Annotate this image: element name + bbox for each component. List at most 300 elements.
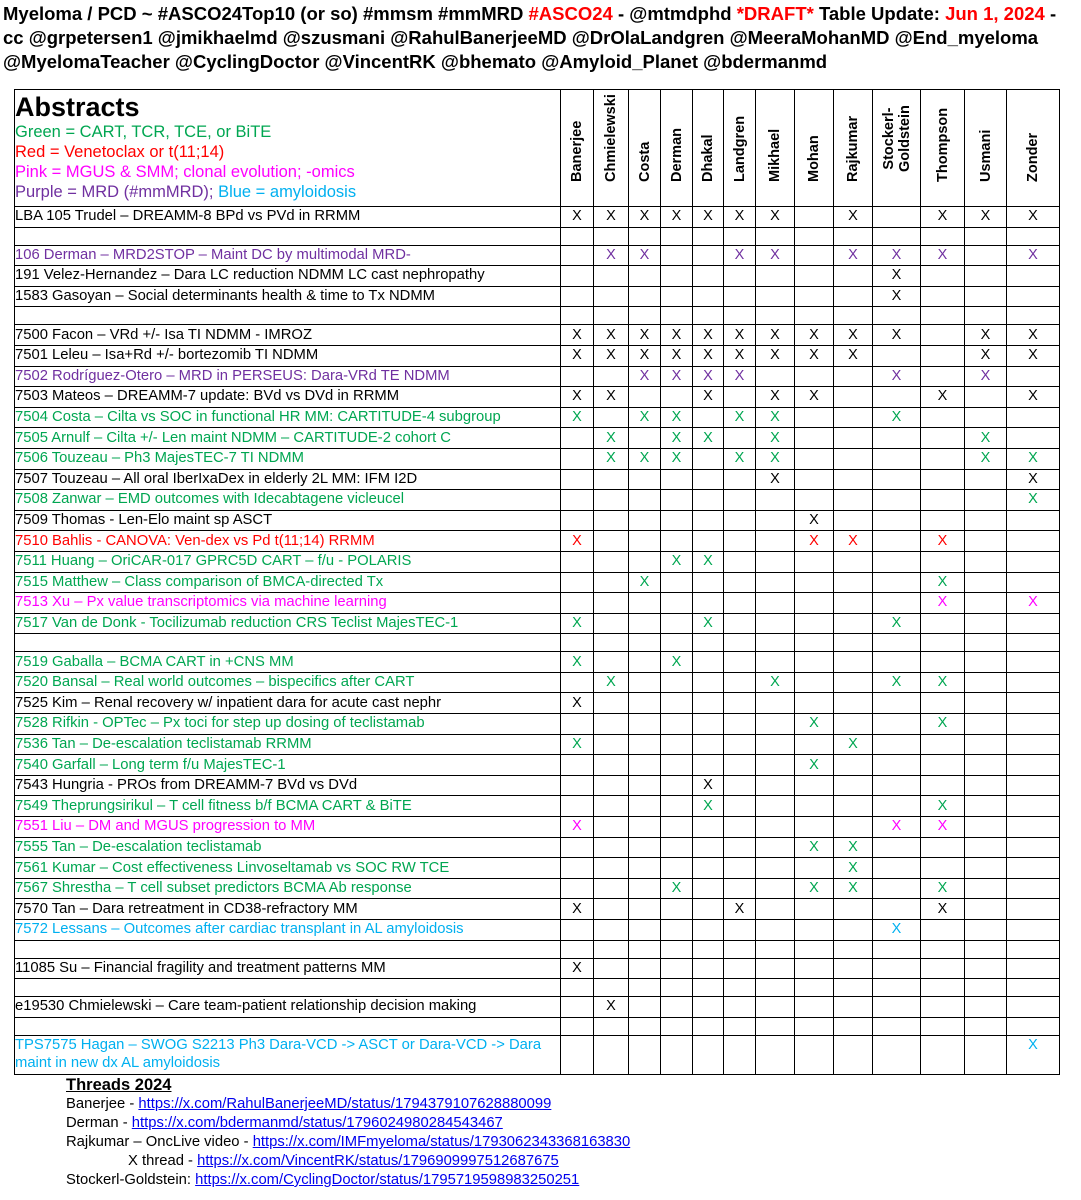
mark-mohan: X [795,755,834,776]
empty-cell [629,286,661,307]
empty-cell [693,448,724,469]
empty-cell [693,755,724,776]
column-header-usmani [965,90,1007,207]
empty-cell [965,817,1007,838]
empty-cell [629,307,661,325]
empty-cell [661,920,693,941]
empty-cell [661,227,693,245]
mark-zonder: X [1007,245,1060,266]
empty-cell [795,672,834,693]
empty-cell [629,796,661,817]
mark-rajkumar: X [834,837,873,858]
column-header-label: Chmielewski [603,94,619,182]
thread-link[interactable]: https://x.com/bdermanmd/status/1796024980284543467 [131,1115,503,1131]
empty-cell [921,307,965,325]
empty-cell [724,775,756,796]
empty-cell [795,899,834,920]
empty-cell [965,837,1007,858]
header-text-1: Myeloma / PCD ~ #ASCO24Top10 (or so) #mmsm #mmMRD [3,3,529,24]
empty-cell [629,510,661,531]
empty-cell [756,1017,795,1035]
mark-rajkumar: X [834,245,873,266]
column-header-label: Thompson [934,107,951,182]
mark-chmielewski: X [594,428,629,449]
empty-cell [873,714,921,735]
empty-cell [921,325,965,346]
abstract-title: 7517 Van de Donk - Tocilizumab reduction CRS Teclist MajesTEC-1 [15,613,561,634]
empty-cell [594,734,629,755]
empty-cell [873,572,921,593]
legend-text: Green = CART, TCR, TCE, or BiTE [15,123,272,141]
empty-cell [921,551,965,572]
empty-cell [693,1017,724,1035]
mark-banerjee: X [561,407,594,428]
empty-cell [629,775,661,796]
empty-cell [756,572,795,593]
empty-cell [873,755,921,776]
threads-title: Threads 2024 [66,1076,172,1094]
empty-cell [756,551,795,572]
empty-cell [873,448,921,469]
empty-cell [661,693,693,714]
empty-cell [834,920,873,941]
empty-cell [834,227,873,245]
table-row [15,958,1060,979]
mark-mikhael: X [756,345,795,366]
abstract-title: 7511 Huang – OriCAR-017 GPRC5D CART – f/u - POLARIS [15,551,561,572]
empty-cell [561,775,594,796]
empty-cell [693,997,724,1018]
mark-banerjee: X [561,693,594,714]
empty-cell [661,510,693,531]
empty-cell [921,613,965,634]
empty-cell [921,469,965,490]
column-header-rajkumar [834,90,873,207]
empty-cell [873,734,921,755]
empty-cell [629,469,661,490]
empty-cell [834,407,873,428]
empty-cell [1007,307,1060,325]
empty-cell [873,207,921,228]
abstract-title: LBA 105 Trudel – DREAMM-8 BPd vs PVd in RRMM [15,207,561,228]
empty-cell [965,979,1007,997]
empty-cell [756,714,795,735]
empty-cell [834,448,873,469]
empty-cell [661,817,693,838]
empty-cell [661,979,693,997]
empty-cell [921,1035,965,1074]
legend-item-blue: Blue = amyloidosis [218,183,357,201]
empty-cell [561,997,594,1018]
mark-rajkumar: X [834,345,873,366]
empty-cell [561,227,594,245]
empty-cell [693,734,724,755]
empty-cell [724,266,756,287]
empty-cell [795,979,834,997]
mark-usmani: X [965,207,1007,228]
table-row [15,817,1060,838]
empty-cell [594,366,629,387]
abstract-title: 7502 Rodríguez-Otero – MRD in PERSEUS: Dara-VRd TE NDMM [15,366,561,387]
empty-cell [661,755,693,776]
empty-cell [561,286,594,307]
empty-cell [834,469,873,490]
header-draft-label: *DRAFT* [736,3,814,24]
empty-cell [724,920,756,941]
empty-cell [1007,1017,1060,1035]
table-row [15,734,1060,755]
empty-cell [756,634,795,652]
empty-cell [561,858,594,879]
empty-cell [594,531,629,552]
mark-rajkumar: X [834,207,873,228]
mark-stockerl-goldstein: X [873,920,921,941]
mark-mohan: X [795,837,834,858]
mark-costa: X [629,207,661,228]
empty-cell [724,469,756,490]
empty-cell [1007,428,1060,449]
empty-cell [629,693,661,714]
empty-cell [1007,531,1060,552]
empty-cell [693,920,724,941]
mark-zonder: X [1007,345,1060,366]
thread-label: Rajkumar – OncLive video - [66,1134,253,1150]
empty-cell [724,572,756,593]
table-row [15,652,1060,673]
mark-usmani: X [965,325,1007,346]
abstract-title: 7509 Thomas - Len-Elo maint sp ASCT [15,510,561,531]
empty-cell [965,286,1007,307]
table-row [15,613,1060,634]
abstract-title: 7500 Facon – VRd +/- Isa TI NDMM - IMROZ [15,325,561,346]
empty-cell [693,266,724,287]
table-row [15,796,1060,817]
empty-cell [724,531,756,552]
empty-cell [756,878,795,899]
empty-cell [594,878,629,899]
mark-thompson: X [921,796,965,817]
mark-mohan: X [795,387,834,408]
abstract-title: 7519 Gaballa – BCMA CART in +CNS MM [15,652,561,673]
header-hashtag: #ASCO24 [528,3,613,24]
empty-cell [921,428,965,449]
column-header-banerjee [561,90,594,207]
empty-cell [834,551,873,572]
mark-banerjee: X [561,345,594,366]
empty-cell [1007,652,1060,673]
empty-cell [873,1017,921,1035]
empty-cell [629,920,661,941]
empty-cell [594,858,629,879]
mark-chmielewski: X [594,345,629,366]
empty-cell [873,796,921,817]
empty-cell [834,1035,873,1074]
column-header-mikhael [756,90,795,207]
abstract-title: 7525 Kim – Renal recovery w/ inpatient dara for acute cast nephr [15,693,561,714]
empty-cell [965,858,1007,879]
mark-dhakal: X [693,325,724,346]
empty-cell [693,510,724,531]
empty-cell [724,387,756,408]
empty-cell [629,997,661,1018]
empty-cell [1007,958,1060,979]
table-row [15,593,1060,614]
mark-usmani: X [965,366,1007,387]
empty-cell [15,307,561,325]
header-cc-list: - cc @grpetersen1 @jmikhaelmd @szusmani @RahulBanerjeeMD @DrOlaLandgren @MeeraMohanMD @End_myeloma @MyelomaTeacher @CyclingDoctor @VincentRK @bhemato @Amyloid_Planet @bdermanmd [3,3,1057,72]
legend-item-green [15,122,560,142]
empty-cell [629,817,661,838]
empty-cell [693,490,724,511]
legend-item-purple [15,182,560,202]
empty-cell [1007,714,1060,735]
empty-cell [795,593,834,614]
empty-cell [921,837,965,858]
empty-cell [724,817,756,838]
empty-cell [724,551,756,572]
empty-cell [1007,266,1060,287]
empty-cell [661,858,693,879]
thread-label: Banerjee - [66,1096,139,1112]
empty-cell [873,979,921,997]
column-header-label: Derman [668,128,685,182]
mark-mikhael: X [756,387,795,408]
mark-stockerl-goldstein: X [873,245,921,266]
mark-thompson: X [921,672,965,693]
mark-stockerl-goldstein: X [873,366,921,387]
empty-cell [873,307,921,325]
empty-cell [756,940,795,958]
empty-cell [1007,510,1060,531]
table-row [15,286,1060,307]
empty-cell [724,286,756,307]
empty-cell [795,266,834,287]
empty-cell [594,693,629,714]
empty-cell [834,940,873,958]
empty-cell [756,858,795,879]
mark-mikhael: X [756,469,795,490]
empty-cell [795,227,834,245]
empty-cell [561,428,594,449]
empty-cell [795,693,834,714]
empty-cell [1007,920,1060,941]
thread-link[interactable]: https://x.com/IMFmyeloma/status/1793062343368163830 [252,1134,631,1150]
page-header [3,2,1077,74]
empty-cell [629,613,661,634]
mark-landgren: X [724,207,756,228]
empty-cell [756,997,795,1018]
mark-rajkumar: X [834,858,873,879]
thread-label: X thread - [128,1153,198,1169]
thread-link[interactable]: https://x.com/CyclingDoctor/status/1795719598983250251 [195,1172,580,1188]
mark-costa: X [629,245,661,266]
empty-cell [965,490,1007,511]
table-row [15,572,1060,593]
empty-cell [795,1017,834,1035]
abstract-title: 7570 Tan – Dara retreatment in CD38-refractory MM [15,899,561,920]
empty-cell [1007,693,1060,714]
empty-cell [834,593,873,614]
empty-cell [965,672,1007,693]
spacer-row [15,227,1060,245]
column-header-label: Usmani [977,129,994,182]
empty-cell [756,593,795,614]
mark-mikhael: X [756,245,795,266]
empty-cell [873,837,921,858]
empty-cell [693,307,724,325]
empty-cell [629,652,661,673]
empty-cell [873,469,921,490]
table-row [15,878,1060,899]
column-header-label: Mikhael [767,128,783,182]
empty-cell [756,817,795,838]
mark-chmielewski: X [594,387,629,408]
empty-cell [661,469,693,490]
empty-cell [834,652,873,673]
empty-cell [661,490,693,511]
mark-thompson: X [921,899,965,920]
empty-cell [873,997,921,1018]
empty-cell [965,958,1007,979]
mark-mohan: X [795,510,834,531]
mark-dhakal: X [693,796,724,817]
empty-cell [561,307,594,325]
empty-cell [921,366,965,387]
table-row [15,387,1060,408]
empty-cell [873,775,921,796]
empty-cell [15,940,561,958]
empty-cell [834,572,873,593]
mark-stockerl-goldstein: X [873,266,921,287]
empty-cell [693,634,724,652]
mark-zonder: X [1007,387,1060,408]
empty-cell [921,510,965,531]
table-row [15,531,1060,552]
empty-cell [724,1035,756,1074]
mark-costa: X [629,448,661,469]
empty-cell [834,979,873,997]
empty-cell [795,734,834,755]
empty-cell [873,345,921,366]
empty-cell [693,714,724,735]
empty-cell [661,307,693,325]
empty-cell [965,531,1007,552]
empty-cell [594,755,629,776]
empty-cell [594,775,629,796]
column-header-thompson [921,90,965,207]
mark-chmielewski: X [594,448,629,469]
empty-cell [629,634,661,652]
empty-cell [965,796,1007,817]
empty-cell [873,593,921,614]
empty-cell [834,387,873,408]
empty-cell [756,286,795,307]
empty-cell [561,266,594,287]
empty-cell [795,307,834,325]
empty-cell [921,940,965,958]
empty-cell [629,899,661,920]
empty-cell [594,940,629,958]
empty-cell [921,734,965,755]
mark-chmielewski: X [594,997,629,1018]
empty-cell [965,920,1007,941]
empty-cell [965,407,1007,428]
mark-chmielewski: X [594,325,629,346]
empty-cell [965,755,1007,776]
empty-cell [1007,878,1060,899]
abstract-title: 7501 Leleu – Isa+Rd +/- bortezomib TI NDMM [15,345,561,366]
table-row [15,366,1060,387]
empty-cell [873,858,921,879]
empty-cell [873,1035,921,1074]
mark-thompson: X [921,531,965,552]
spacer-row [15,979,1060,997]
empty-cell [1007,366,1060,387]
empty-cell [965,878,1007,899]
legend-text: Red = Venetoclax or t(11;14) [15,143,225,161]
empty-cell [834,307,873,325]
empty-cell [724,652,756,673]
empty-cell [661,572,693,593]
table-row [15,1035,1060,1074]
empty-cell [921,407,965,428]
empty-cell [756,837,795,858]
empty-cell [965,634,1007,652]
empty-cell [834,634,873,652]
mark-dhakal: X [693,366,724,387]
mark-costa: X [629,345,661,366]
mark-banerjee: X [561,207,594,228]
empty-cell [661,775,693,796]
column-header-label: Banerjee [569,120,585,182]
empty-cell [756,979,795,997]
empty-cell [795,775,834,796]
mark-zonder: X [1007,207,1060,228]
empty-cell [795,858,834,879]
empty-cell [661,634,693,652]
mark-mohan: X [795,714,834,735]
empty-cell [834,796,873,817]
mark-stockerl-goldstein: X [873,672,921,693]
empty-cell [965,1035,1007,1074]
empty-cell [629,979,661,997]
column-header-chmielewski [594,90,629,207]
empty-cell [561,755,594,776]
mark-rajkumar: X [834,325,873,346]
empty-cell [661,245,693,266]
empty-cell [594,958,629,979]
mark-rajkumar: X [834,531,873,552]
mark-banerjee: X [561,387,594,408]
thread-link[interactable]: https://x.com/RahulBanerjeeMD/status/1794379107628880099 [138,1096,552,1112]
header-text-5: Table Update: [813,3,946,24]
empty-cell [834,1017,873,1035]
table-row [15,266,1060,287]
mark-zonder: X [1007,593,1060,614]
empty-cell [594,899,629,920]
legend-text: Pink = MGUS & SMM; clonal evolution; -omics [15,163,355,181]
thread-link[interactable]: https://x.com/VincentRK/status/1796909997512687675 [197,1153,559,1169]
empty-cell [756,613,795,634]
table-row [15,448,1060,469]
empty-cell [594,286,629,307]
empty-cell [661,266,693,287]
empty-cell [1007,755,1060,776]
empty-cell [561,593,594,614]
empty-cell [834,958,873,979]
empty-cell [693,286,724,307]
empty-cell [965,899,1007,920]
